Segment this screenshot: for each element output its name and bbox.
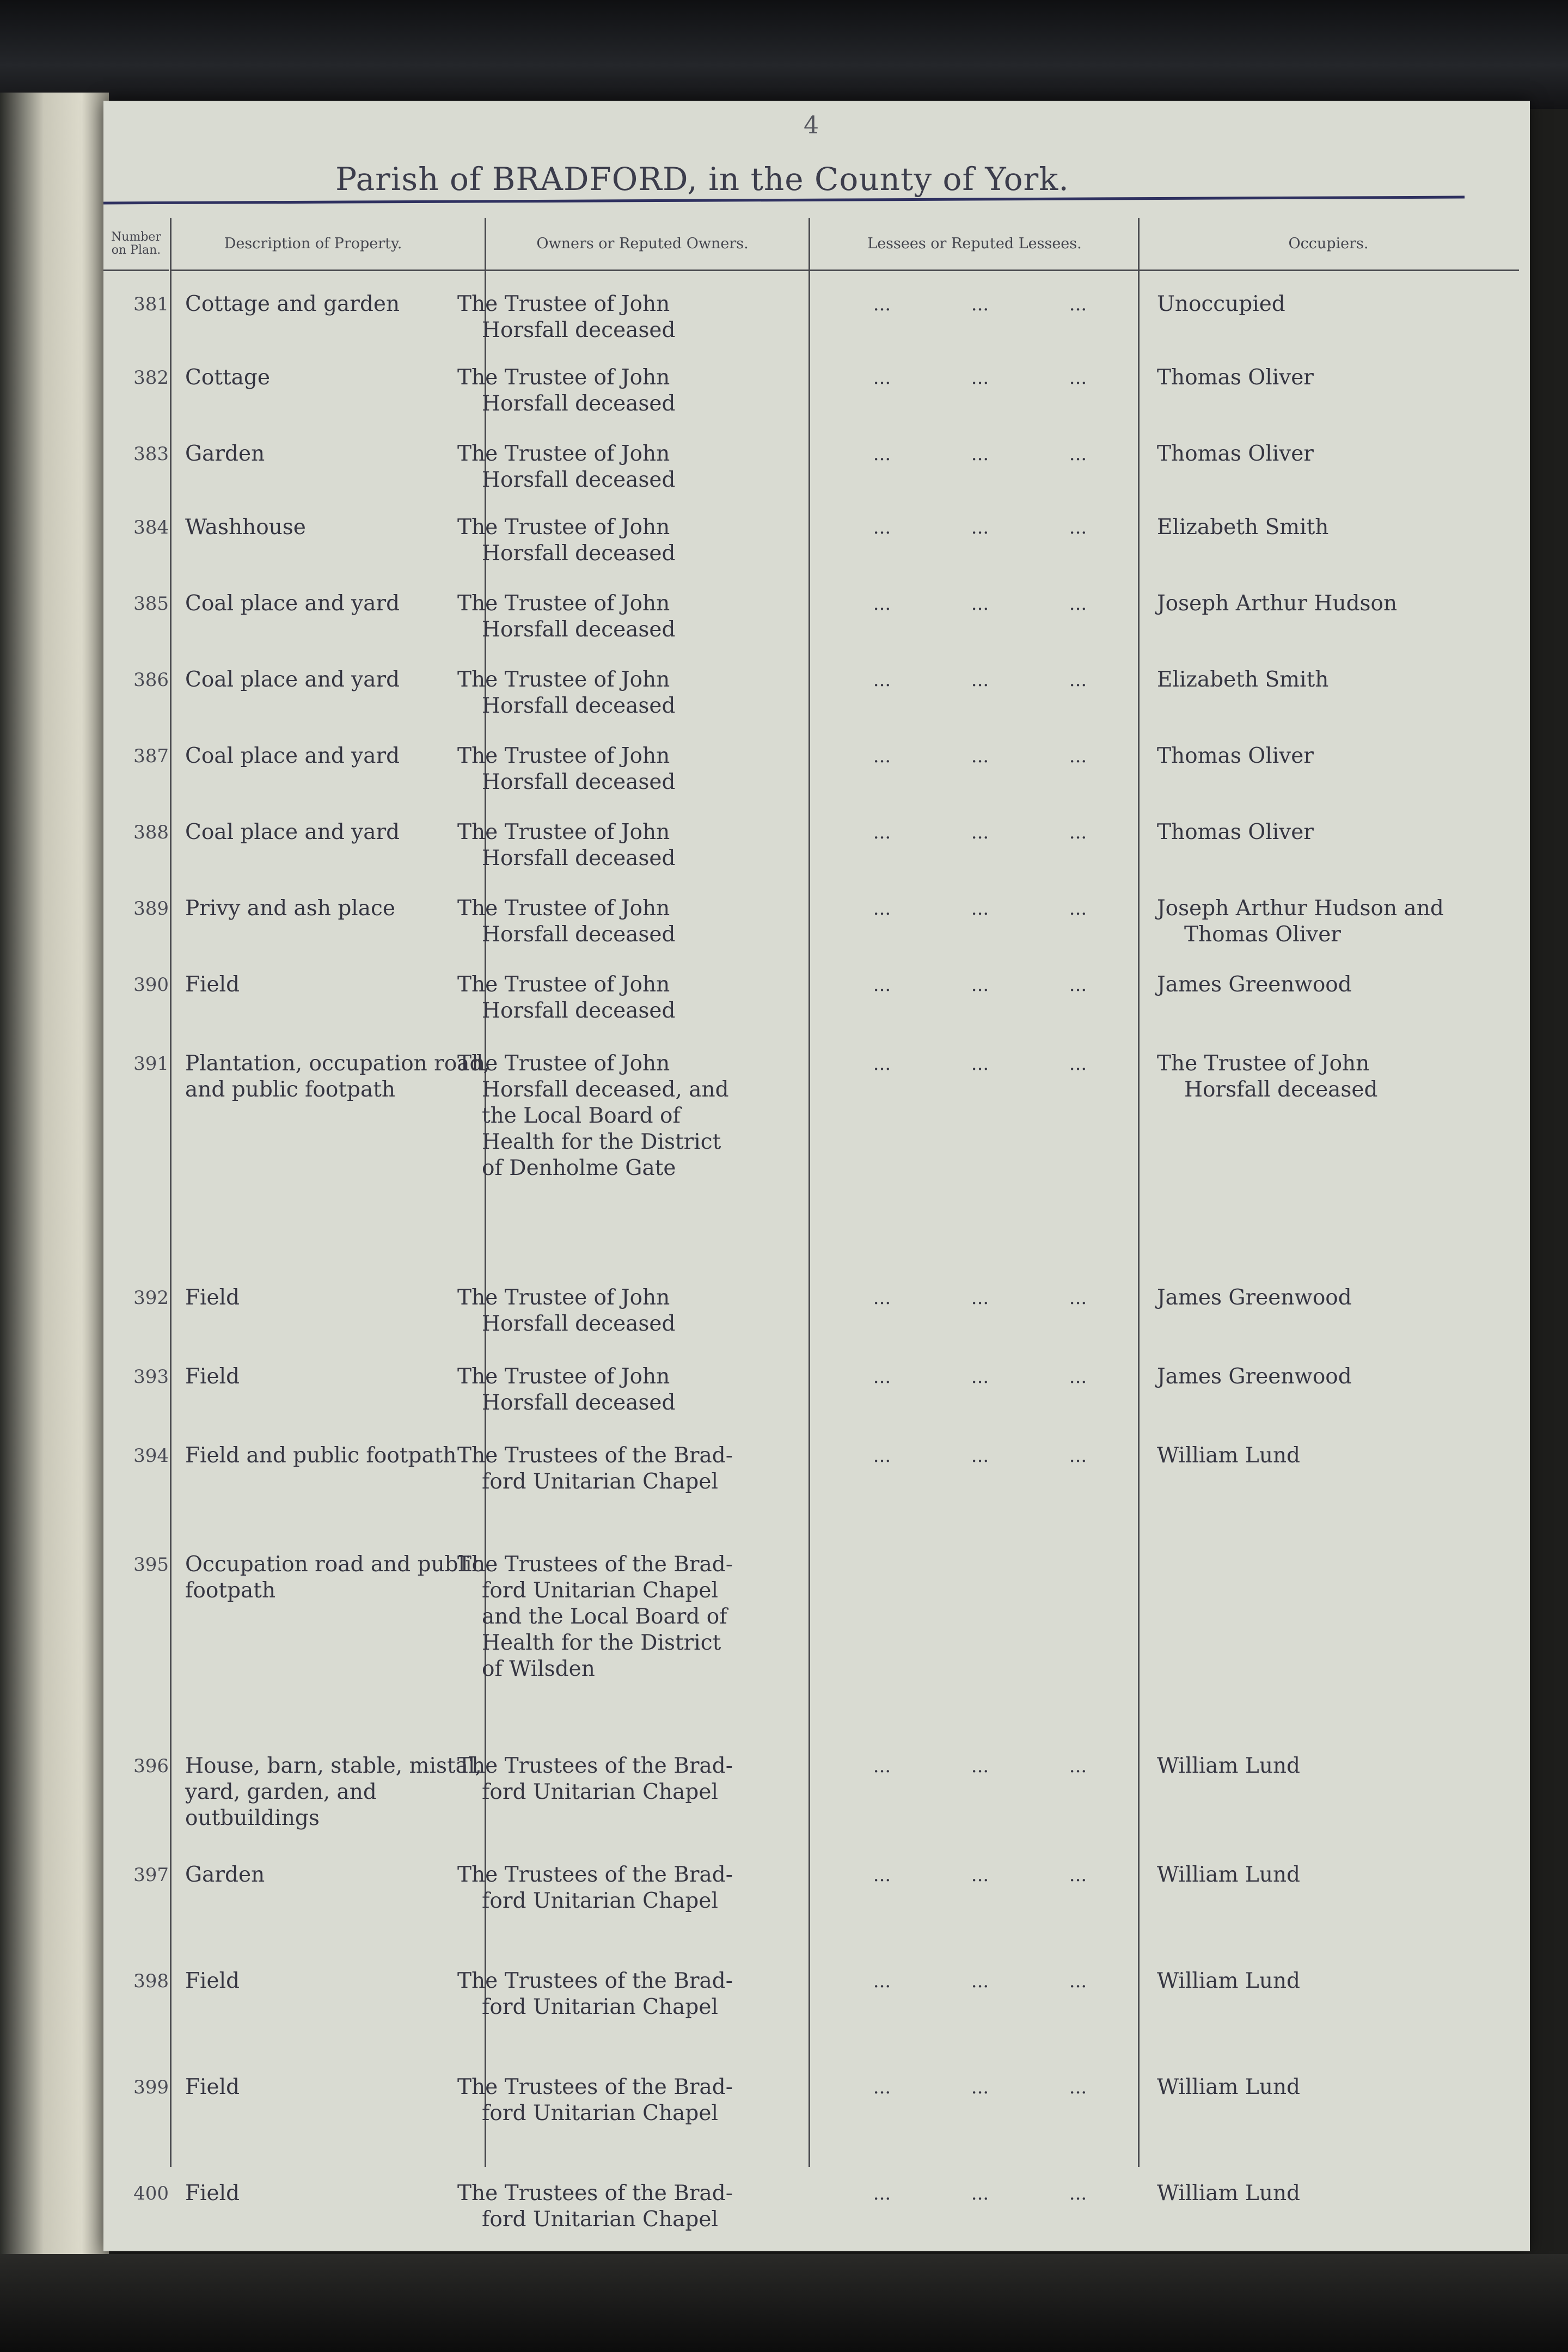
lessee-dots: ... [971, 1287, 989, 1309]
property-description: Coal place and yard [185, 820, 400, 844]
occupier-line: Thomas Oliver [1157, 442, 1314, 466]
lessee-dots: ... [1069, 593, 1087, 615]
lessee-dots: ... [1069, 1053, 1087, 1075]
owners-cell [457, 591, 768, 643]
occupier-line: William Lund [1157, 1969, 1301, 1993]
lessee-dots: ... [873, 1445, 891, 1467]
lessee-dots: ... [1069, 2077, 1087, 2098]
property-description: Garden [185, 1863, 265, 1887]
plan-number: 396 [133, 1755, 169, 1777]
lessee-dots: ... [1069, 974, 1087, 996]
owners-cell [457, 514, 768, 567]
owners-cell [457, 1285, 768, 1337]
owner-line: Horsfall deceased [482, 541, 676, 566]
lessees-cell [833, 591, 1127, 617]
occupier-line: Horsfall deceased [1184, 1077, 1378, 1102]
lessee-dots: ... [873, 2183, 891, 2204]
owner-line: Health for the District [482, 1130, 721, 1154]
plan-number: 394 [133, 1445, 169, 1467]
occupier-line: Thomas Oliver [1184, 922, 1341, 947]
lessee-dots: ... [971, 367, 989, 389]
owner-line: ford Unitarian Chapel [482, 1889, 718, 1913]
owner-line: The Trustee of John [457, 972, 670, 997]
owners-cell [457, 1443, 768, 1495]
occupier-line: Elizabeth Smith [1157, 667, 1329, 692]
lessee-dots: ... [873, 293, 891, 315]
owner-line: Horsfall deceased [482, 617, 676, 642]
plan-number: 385 [133, 593, 169, 615]
lessee-dots: ... [971, 443, 989, 465]
property-description: Cottage and garden [185, 292, 400, 316]
column-rule [170, 218, 171, 2167]
lessee-dots: ... [873, 2077, 891, 2098]
plan-number: 399 [133, 2077, 169, 2098]
lessee-dots: ... [1069, 2183, 1087, 2204]
owner-line: The Trustee of John [457, 442, 670, 466]
occupier-line: The Trustee of John [1157, 1051, 1370, 1076]
occupier-line: James Greenwood [1157, 1364, 1352, 1389]
lessees-cell [833, 1364, 1127, 1390]
property-description: Field and public footpath [185, 1443, 457, 1468]
lessee-dots: ... [873, 1287, 891, 1309]
plan-number: 388 [133, 822, 169, 843]
owner-line: ford Unitarian Chapel [482, 1780, 718, 1804]
owners-cell [457, 1968, 768, 2020]
property-description: Field [185, 2181, 240, 2206]
owner-line: and the Local Board of [482, 1604, 727, 1629]
lessee-dots: ... [873, 517, 891, 538]
lessee-dots: ... [971, 1755, 989, 1777]
lessee-dots: ... [971, 669, 989, 691]
property-description: Washhouse [185, 515, 306, 540]
occupiers-cell [1157, 365, 1494, 391]
header-owners: Owners or Reputed Owners. [536, 235, 749, 252]
lessee-dots: ... [1069, 898, 1087, 920]
occupiers-cell [1157, 667, 1494, 693]
plan-number: 392 [133, 1287, 169, 1309]
occupier-line: Joseph Arthur Hudson [1157, 591, 1398, 616]
occupiers-cell [1157, 1285, 1494, 1311]
owner-line: The Trustee of John [457, 1051, 670, 1076]
owner-line: The Trustee of John [457, 667, 670, 692]
lessee-dots: ... [1069, 1445, 1087, 1467]
book-cover-bottom [0, 2254, 1568, 2352]
lessee-dots: ... [971, 822, 989, 843]
lessees-cell [833, 743, 1127, 769]
lessees-cell [833, 1968, 1127, 1994]
owner-line: The Trustees of the Brad- [457, 2075, 733, 2099]
owner-line: The Trustee of John [457, 365, 670, 390]
property-description: Field [185, 2075, 240, 2099]
header-description: Description of Property. [224, 235, 402, 252]
lessee-dots: ... [971, 974, 989, 996]
lessees-cell [833, 2180, 1127, 2207]
occupiers-cell [1157, 1051, 1494, 1103]
occupier-line: Thomas Oliver [1157, 820, 1314, 844]
lessee-dots: ... [971, 1366, 989, 1388]
occupier-line: William Lund [1157, 1863, 1301, 1887]
occupiers-cell [1157, 291, 1494, 317]
owners-cell [457, 441, 768, 493]
occupiers-cell [1157, 1443, 1494, 1469]
occupier-line: Joseph Arthur Hudson and [1157, 896, 1444, 921]
lessee-dots: ... [873, 1366, 891, 1388]
plan-number: 390 [133, 974, 169, 996]
header-number-on-plan: Number on Plan. [111, 230, 161, 257]
owners-cell [457, 2074, 768, 2127]
lessee-dots: ... [971, 2077, 989, 2098]
occupier-line: James Greenwood [1157, 1285, 1352, 1310]
lessee-dots: ... [873, 593, 891, 615]
plan-number: 395 [133, 1554, 169, 1576]
owner-line: Horsfall deceased [482, 391, 676, 416]
lessee-dots: ... [1069, 1864, 1087, 1886]
owner-line: The Trustee of John [457, 744, 670, 768]
property-description: Coal place and yard [185, 591, 400, 616]
lessee-dots: ... [873, 1864, 891, 1886]
occupiers-cell [1157, 1968, 1494, 1994]
lessee-dots: ... [873, 443, 891, 465]
occupier-line: James Greenwood [1157, 972, 1352, 997]
owner-line: Horsfall deceased [482, 770, 676, 794]
occupier-line: Thomas Oliver [1157, 744, 1314, 768]
lessees-cell [833, 1753, 1127, 1779]
occupiers-cell [1157, 2180, 1494, 2207]
owner-line: The Trustee of John [457, 591, 670, 616]
lessee-dots: ... [971, 898, 989, 920]
occupiers-cell [1157, 743, 1494, 769]
lessee-dots: ... [1069, 517, 1087, 538]
property-description: Cottage [185, 365, 270, 390]
lessee-dots: ... [1069, 1366, 1087, 1388]
owner-line: Horsfall deceased [482, 1312, 676, 1336]
lessee-dots: ... [873, 1970, 891, 1992]
lessee-dots: ... [971, 1053, 989, 1075]
property-description: Field [185, 972, 240, 997]
lessees-cell [833, 1051, 1127, 1077]
lessee-dots: ... [1069, 745, 1087, 767]
property-description: Coal place and yard [185, 667, 400, 692]
lessee-dots: ... [971, 293, 989, 315]
owners-cell [457, 291, 768, 344]
owner-line: Horsfall deceased [482, 922, 676, 947]
lessee-dots: ... [1069, 367, 1087, 389]
owners-cell [457, 2180, 768, 2233]
lessees-cell [833, 291, 1127, 317]
occupier-line: Unoccupied [1157, 292, 1285, 316]
plan-number: 391 [133, 1053, 169, 1075]
plan-number: 398 [133, 1970, 169, 1992]
occupier-line: Thomas Oliver [1157, 365, 1314, 390]
property-description: Occupation road and public footpath [185, 1552, 484, 1603]
owner-line: The Trustee of John [457, 515, 670, 540]
lessee-dots: ... [971, 1864, 989, 1886]
lessee-dots: ... [971, 1445, 989, 1467]
occupiers-cell [1157, 896, 1494, 948]
owners-cell [457, 667, 768, 719]
owner-line: Horsfall deceased [482, 1391, 676, 1415]
owner-line: The Trustee of John [457, 820, 670, 844]
occupiers-cell [1157, 819, 1494, 846]
property-description: Plantation, occupation road, and public footpath [185, 1051, 490, 1102]
owner-line: ford Unitarian Chapel [482, 2101, 718, 2126]
property-description: Privy and ash place [185, 896, 395, 921]
lessee-dots: ... [971, 2183, 989, 2204]
occupier-line: William Lund [1157, 1754, 1301, 1778]
lessees-cell [833, 972, 1127, 998]
occupiers-cell [1157, 514, 1494, 541]
owner-line: The Trustee of John [457, 292, 670, 316]
plan-number: 397 [133, 1864, 169, 1886]
owner-line: ford Unitarian Chapel [482, 1578, 718, 1603]
lessees-cell [833, 1285, 1127, 1311]
lessees-cell [833, 1443, 1127, 1469]
owners-cell [457, 365, 768, 417]
occupiers-cell [1157, 441, 1494, 467]
occupiers-cell [1157, 1753, 1494, 1779]
lessee-dots: ... [1069, 1755, 1087, 1777]
owner-line: The Trustees of the Brad- [457, 1754, 733, 1778]
column-rule [1138, 218, 1140, 2167]
owner-line: The Trustee of John [457, 896, 670, 921]
lessee-dots: ... [1069, 293, 1087, 315]
book-cover-top [0, 0, 1568, 109]
owner-line: The Trustees of the Brad- [457, 1443, 733, 1468]
occupiers-cell [1157, 2074, 1494, 2100]
lessees-cell [833, 667, 1127, 693]
lessee-dots: ... [873, 367, 891, 389]
lessee-dots: ... [873, 669, 891, 691]
owner-line: The Trustees of the Brad- [457, 1552, 733, 1577]
lessee-dots: ... [971, 593, 989, 615]
owner-line: The Trustee of John [457, 1364, 670, 1389]
owner-line: Horsfall deceased [482, 846, 676, 871]
plan-number: 393 [133, 1366, 169, 1388]
header-occupiers: Occupiers. [1288, 235, 1369, 252]
owner-line: ford Unitarian Chapel [482, 2207, 718, 2232]
plan-number: 383 [133, 443, 169, 465]
lessee-dots: ... [873, 974, 891, 996]
property-description: Garden [185, 442, 265, 466]
plan-number: 387 [133, 745, 169, 767]
occupiers-cell [1157, 591, 1494, 617]
plan-number: 382 [133, 367, 169, 389]
owners-cell [457, 972, 768, 1024]
plan-number: 400 [133, 2183, 169, 2204]
column-rule [808, 218, 810, 2167]
owner-line: the Local Board of [482, 1104, 681, 1128]
occupier-line: William Lund [1157, 2075, 1301, 2099]
owners-cell [457, 819, 768, 872]
lessee-dots: ... [873, 1053, 891, 1075]
owner-line: Horsfall deceased [482, 694, 676, 718]
header-lessees: Lessees or Reputed Lessees. [867, 235, 1082, 252]
occupiers-cell [1157, 1862, 1494, 1888]
owners-cell [457, 1051, 768, 1181]
lessee-dots: ... [1069, 822, 1087, 843]
occupier-line: Elizabeth Smith [1157, 515, 1329, 540]
plan-number: 386 [133, 669, 169, 691]
book-facing-page-edge [0, 93, 109, 2336]
lessees-cell [833, 365, 1127, 391]
owner-line: The Trustees of the Brad- [457, 1863, 733, 1887]
property-description: Field [185, 1364, 240, 1389]
register-page [103, 101, 1530, 2251]
property-description: Coal place and yard [185, 744, 400, 768]
owners-cell [457, 1862, 768, 1914]
occupier-line: William Lund [1157, 1443, 1301, 1468]
plan-number: 384 [133, 517, 169, 538]
property-description: House, barn, stable, mistal, yard, garden, and outbuildings [185, 1754, 482, 1830]
lessees-cell [833, 819, 1127, 846]
lessee-dots: ... [1069, 1970, 1087, 1992]
lessees-cell [833, 2074, 1127, 2100]
lessee-dots: ... [971, 517, 989, 538]
lessee-dots: ... [971, 1970, 989, 1992]
lessee-dots: ... [1069, 1287, 1087, 1309]
owner-line: of Denholme Gate [482, 1156, 676, 1180]
owner-line: ford Unitarian Chapel [482, 1995, 718, 2019]
owner-line: Horsfall deceased, and [482, 1077, 729, 1102]
owner-line: Horsfall deceased [482, 318, 676, 342]
owner-line: Horsfall deceased [482, 999, 676, 1023]
lessee-dots: ... [971, 745, 989, 767]
occupier-line: William Lund [1157, 2181, 1301, 2206]
property-description: Field [185, 1969, 240, 1993]
owner-line: of Wilsden [482, 1657, 595, 1681]
lessees-cell [833, 441, 1127, 467]
owner-line: The Trustee of John [457, 1285, 670, 1310]
owner-line: The Trustees of the Brad- [457, 2181, 733, 2206]
header-rule [171, 270, 1519, 271]
lessee-dots: ... [873, 745, 891, 767]
lessee-dots: ... [873, 898, 891, 920]
lessees-cell [833, 896, 1127, 922]
owner-line: ford Unitarian Chapel [482, 1469, 718, 1494]
occupiers-cell [1157, 972, 1494, 998]
owner-line: The Trustees of the Brad- [457, 1969, 733, 1993]
lessees-cell [833, 1862, 1127, 1888]
page-number: 4 [804, 112, 819, 139]
property-description: Field [185, 1285, 240, 1310]
header-rule-number [103, 270, 169, 271]
owners-cell [457, 896, 768, 948]
owners-cell [457, 1552, 768, 1682]
lessee-dots: ... [1069, 669, 1087, 691]
lessee-dots: ... [873, 1755, 891, 1777]
lessees-cell [833, 514, 1127, 541]
page-title: Parish of BRADFORD, in the County of York. [335, 161, 1069, 198]
owners-cell [457, 1364, 768, 1416]
lessee-dots: ... [1069, 443, 1087, 465]
owners-cell [457, 743, 768, 795]
plan-number: 389 [133, 898, 169, 920]
occupiers-cell [1157, 1364, 1494, 1390]
owner-line: Health for the District [482, 1631, 721, 1655]
owners-cell [457, 1753, 768, 1805]
plan-number: 381 [133, 293, 169, 315]
owner-line: Horsfall deceased [482, 468, 676, 492]
lessee-dots: ... [873, 822, 891, 843]
